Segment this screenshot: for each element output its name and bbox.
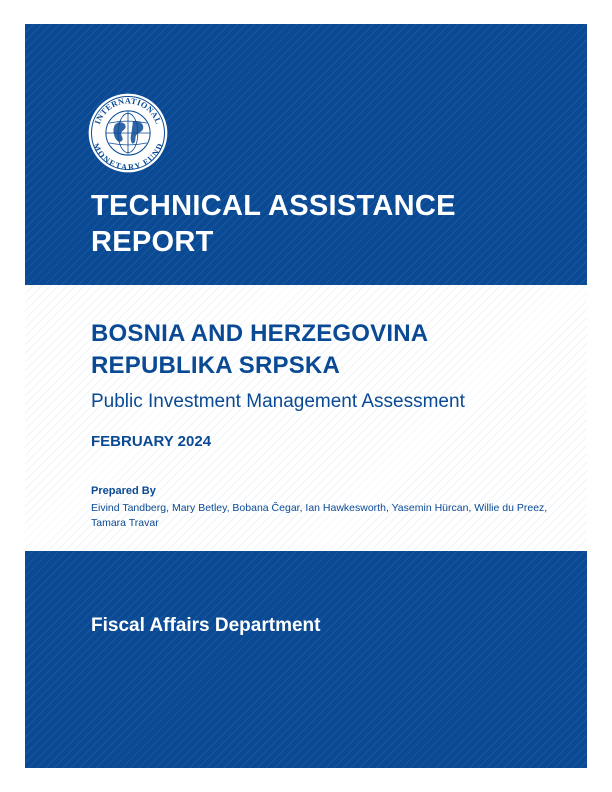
authors-list: Eivind Tandberg, Mary Betley, Bobana Čegar, Ian Hawkesworth, Yasemin Hürcan, Willie du Preez, Tamara Travar <box>91 502 548 529</box>
report-cover <box>25 24 587 768</box>
imf-seal-icon <box>87 92 169 174</box>
country-heading <box>91 318 428 382</box>
report-title-line-1: TECHNICAL ASSISTANCE <box>91 190 456 222</box>
report-title <box>91 188 456 260</box>
report-subtitle: Public Investment Management Assessment <box>91 391 465 412</box>
country-line-2: REPUBLIKA SRPSKA <box>91 352 341 379</box>
country-line-1: BOSNIA AND HERZEGOVINA <box>91 320 429 347</box>
prepared-by-label: Prepared By <box>91 485 156 497</box>
logo-text-top: INTERNATIONAL <box>93 96 163 126</box>
report-title-line-2: REPORT <box>91 226 214 258</box>
report-date: FEBRUARY 2024 <box>91 433 212 450</box>
department-name: Fiscal Affairs Department <box>91 615 321 636</box>
logo-text-bottom: MONETARY FUND <box>91 141 165 172</box>
